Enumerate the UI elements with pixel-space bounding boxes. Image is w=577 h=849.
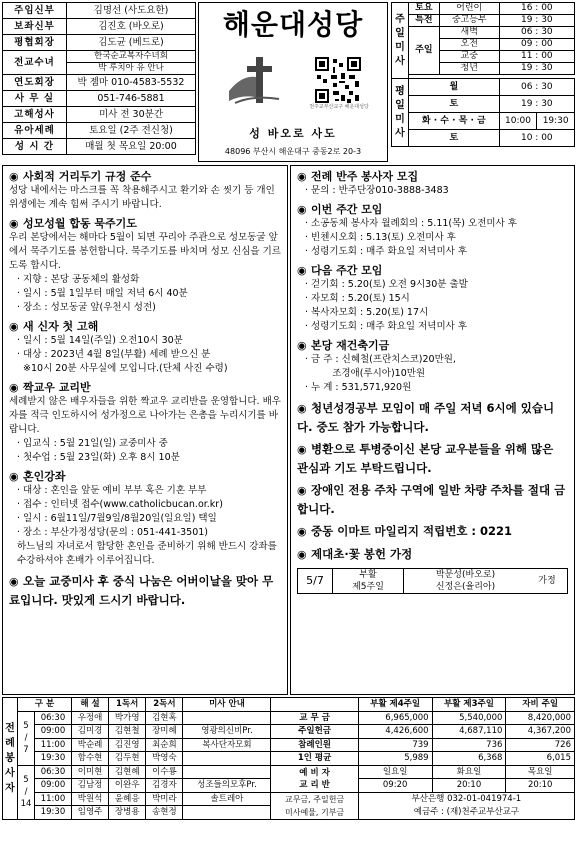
mass-name: 청년 xyxy=(439,63,499,75)
table-row xyxy=(3,792,575,806)
servers-finance-table xyxy=(2,697,575,820)
info-value: 김명선 (사도요한) xyxy=(67,3,196,19)
section-parking xyxy=(297,481,568,518)
section-body: 하느님의 자녀로서 합당한 혼인을 준비하기 위해 반드시 강좌를 수강하셔야 혼배가 이루어집니다. xyxy=(17,541,280,566)
server-name: 성조들의모후Pr. xyxy=(183,779,271,793)
sunday-mass-label xyxy=(392,3,409,79)
server-name: 김미경 xyxy=(71,725,108,739)
info-label: 보좌신부 xyxy=(3,19,67,35)
server-name xyxy=(183,806,271,820)
bank-account: 부산은행 032-01-041974-1 xyxy=(411,793,522,804)
vertical-label: 평 일 미 사 xyxy=(395,85,405,139)
church-title: 해운대성당 xyxy=(222,8,364,41)
mass-time: 09 : 00 xyxy=(499,39,574,51)
bullet-icon: ◉ xyxy=(297,170,307,183)
list-item: · 장소 : 부산가정성당(문의 : 051-441-3501) xyxy=(17,527,209,538)
server-name: 박미라 xyxy=(146,792,183,806)
server-name: 박가영 xyxy=(109,711,146,725)
bank-label-cell xyxy=(271,792,358,819)
list-item: 조경애(루시아)10만원 xyxy=(305,368,426,379)
section-flower-offering xyxy=(297,545,568,594)
bullet-icon: ◉ xyxy=(9,217,19,230)
section-rebuild-fund xyxy=(297,338,568,395)
list-item: · 일시 : 5월 1일부터 매일 저녁 6시 40분 xyxy=(17,288,188,299)
finance-value: 6,015 xyxy=(506,752,575,766)
vertical-label xyxy=(3,698,18,820)
server-name: 윤혜응 xyxy=(109,792,146,806)
info-value: 김진호 (바오로) xyxy=(67,19,196,35)
server-name: 김경자 xyxy=(146,779,183,793)
server-name: 장병용 xyxy=(109,806,146,820)
finance-value: 739 xyxy=(358,738,432,752)
list-item: · 걷기회 : 5.20(토) 오전 9시30분 출발 xyxy=(305,279,468,290)
mass-name: 특전 xyxy=(409,15,440,27)
section-body: 우리 본당에서는 해마다 5월이 되면 꾸리아 주관으로 성모동굴 앞에서 묵주기도를 봉헌합니다. 묵주기도를 바치며 성모 신심을 기르도록 합시다. xyxy=(9,232,281,271)
server-name: 영광의신비Pr. xyxy=(183,725,271,739)
info-value: 김도균 (베드로) xyxy=(67,35,196,51)
server-name: 박영숙 xyxy=(146,752,183,766)
server-name xyxy=(183,711,271,725)
list-item: · 누 계 : 531,571,920원 xyxy=(305,382,412,393)
sunday-label-text: 주일 xyxy=(415,45,433,55)
finance-value: 736 xyxy=(432,738,506,752)
bullet-icon: ◉ xyxy=(297,402,307,415)
section-title: 이번 주간 모임 xyxy=(311,203,383,216)
server-name xyxy=(183,752,271,766)
weekday-header: 일요일 xyxy=(358,765,432,779)
mass-time: 19 : 30 xyxy=(499,15,574,27)
bullet-icon: ◉ xyxy=(9,170,19,183)
section-emart xyxy=(297,522,568,541)
list-item: · 첫수업 : 5월 23일(화) 오후 8시 10분 xyxy=(17,452,180,463)
server-name: 김현혹 xyxy=(146,711,183,725)
sunday-label xyxy=(409,27,440,75)
mass-time: 19 : 30 xyxy=(499,63,574,75)
info-value xyxy=(67,51,196,75)
server-name: 김현혜 xyxy=(109,765,146,779)
info-value: 051-746-5881 xyxy=(67,91,196,107)
section-title: 본당 재건축기금 xyxy=(311,339,390,352)
mass-time: 11:00 xyxy=(35,738,72,752)
finance-value: 6,965,000 xyxy=(358,711,432,725)
servers-header: 미사 안내 xyxy=(183,698,271,712)
section-first-confession xyxy=(9,319,281,376)
finance-header: 부활 제4주일 xyxy=(358,698,432,712)
section-title: 혼인강좌 xyxy=(23,470,66,483)
mass-time: 06 : 30 xyxy=(499,79,574,96)
section-rosary xyxy=(9,216,281,315)
section-text: 장애인 전용 주차 구역에 일반 차량 주차를 절대 금합니다. xyxy=(297,483,566,516)
info-label: 성 시 간 xyxy=(3,139,67,155)
week-date: 5 / 14 xyxy=(18,765,35,819)
mass-time: 19:30 xyxy=(537,113,575,130)
mass-time: 19 : 30 xyxy=(499,96,574,113)
bullet-icon: ◉ xyxy=(9,575,19,588)
list-item: · 접수 : 인터넷 접수(www.catholicbucan.or.kr) xyxy=(17,499,223,510)
section-text: 청년성경공부 모임이 매 주일 저녁 6시에 있습니다. 중도 참가 가능합니다. xyxy=(297,401,555,434)
section-title: 새 신자 첫 고해 xyxy=(23,320,99,333)
list-item: · 일시 : 5월 14일(주일) 오전10시 30분 xyxy=(17,335,183,346)
church-header xyxy=(198,2,388,162)
bullet-icon: ◉ xyxy=(9,381,19,394)
finance-header: 부활 제3주일 xyxy=(432,698,506,712)
bank-info-cell xyxy=(358,792,574,819)
list-item: · 입교식 : 5월 21일(일) 교중미사 중 xyxy=(17,438,168,449)
bullet-icon: ◉ xyxy=(297,264,307,277)
right-announcements xyxy=(290,165,575,695)
list-item: · 대상 : 혼인을 앞둔 예비 부부 혹은 기혼 부부 xyxy=(17,485,207,496)
list-item: · 지향 : 본당 공동체의 활성화 xyxy=(17,274,140,285)
server-name: 솔트레아 xyxy=(183,792,271,806)
info-value-line: 한국순교복자수녀회 xyxy=(94,51,168,61)
weekday-header: 목요일 xyxy=(506,765,575,779)
server-name: 송현정 xyxy=(146,806,183,820)
mass-name: 오전 xyxy=(439,39,499,51)
table-row xyxy=(3,765,575,779)
weekday-mass-label xyxy=(392,79,409,147)
table-row xyxy=(3,711,575,725)
finance-value: 726 xyxy=(506,738,575,752)
mass-name: 어린이 xyxy=(439,3,499,15)
weekday-name: 토 xyxy=(409,96,500,113)
section-text: 오늘 교중미사 후 중식 나눔은 어버이날을 맞아 무료입니다. 맛있게 드시기 바랍니다. xyxy=(9,574,274,607)
section-text: 병환으로 투병중이신 본당 교우분들을 위해 많은 관심과 기도 부탁드립니다. xyxy=(297,442,554,475)
info-row xyxy=(3,123,196,139)
bulletin-page xyxy=(2,2,575,845)
finance-value: 5,989 xyxy=(358,752,432,766)
catechism-time: 20:10 xyxy=(506,779,575,793)
vertical-char: 봉 xyxy=(5,752,15,764)
server-name: 최순희 xyxy=(146,738,183,752)
list-item: · 일시 : 6월11일/7월9일/8월20일(일요일) 택일 xyxy=(17,513,217,524)
list-item: · 장소 : 성모동굴 앞(우천시 성전) xyxy=(17,302,156,313)
qr-code-icon xyxy=(315,57,361,103)
section-sick-prayer xyxy=(297,440,568,477)
info-row xyxy=(3,75,196,91)
section-youth-bible xyxy=(297,399,568,436)
vertical-char: 자 xyxy=(5,782,15,794)
info-label: 사 무 실 xyxy=(3,91,67,107)
server-name: 장미혜 xyxy=(146,725,183,739)
finance-label: 주일헌금 xyxy=(271,725,358,739)
mass-time: 06:30 xyxy=(35,765,72,779)
list-item: ※10시 20분 사무실에 모입니다.(단체 사진 수령) xyxy=(17,363,228,374)
bullet-icon: ◉ xyxy=(297,339,307,352)
finance-header xyxy=(271,698,358,712)
list-item: · 자모회 : 5.20(토) 15시 xyxy=(305,293,410,304)
servers-header: 1독서 xyxy=(109,698,146,712)
server-name: 김현철 xyxy=(109,725,146,739)
server-name: 이수룡 xyxy=(146,765,183,779)
bullet-icon: ◉ xyxy=(297,525,307,538)
church-logo-icon xyxy=(223,51,283,111)
bullet-icon: ◉ xyxy=(297,484,307,497)
catechism-time: 20:10 xyxy=(432,779,506,793)
info-row xyxy=(3,3,196,19)
bullet-icon: ◉ xyxy=(297,203,307,216)
vertical-char: 전 xyxy=(5,722,15,734)
section-this-week xyxy=(297,202,568,259)
server-name: 김두현 xyxy=(109,752,146,766)
section-title: 전례 반주 봉사자 모집 xyxy=(311,170,419,183)
finance-value: 8,420,000 xyxy=(506,711,575,725)
info-label: 주임신부 xyxy=(3,3,67,19)
weekday-name: 토 xyxy=(409,130,500,147)
catechism-time: 09:20 xyxy=(358,779,432,793)
mass-time: 11 : 00 xyxy=(499,51,574,63)
table-row xyxy=(3,752,575,766)
finance-label: 교 무 금 xyxy=(271,711,358,725)
info-row xyxy=(3,35,196,51)
mass-times-table xyxy=(391,2,575,147)
server-name: 함수현 xyxy=(71,752,108,766)
mass-time: 19:30 xyxy=(35,752,72,766)
section-title: 짝교우 교리반 xyxy=(23,381,91,394)
info-row xyxy=(3,107,196,123)
list-item: · 성령기도회 : 매주 화요일 저녁미사 후 xyxy=(305,321,467,332)
section-title: 사회적 거리두기 규정 준수 xyxy=(23,170,152,183)
left-announcements xyxy=(2,165,288,695)
mass-name: 새벽 xyxy=(439,27,499,39)
server-name: 박원석 xyxy=(71,792,108,806)
info-value: 매월 첫 목요일 20:00 xyxy=(67,139,196,155)
mass-time: 19:30 xyxy=(35,806,72,820)
vertical-label: 주 일 미 사 xyxy=(395,13,405,67)
finance-value: 4,426,600 xyxy=(358,725,432,739)
server-name: 김남정 xyxy=(71,779,108,793)
bank-holder: 예금주 : (재)천주교부산교구 xyxy=(413,806,519,817)
mass-time: 09:00 xyxy=(35,725,72,739)
bank-label: 교무금, 주일헌금 xyxy=(284,794,345,804)
weekday-header: 화요일 xyxy=(432,765,506,779)
bullet-icon: ◉ xyxy=(9,320,19,333)
server-name: 박순례 xyxy=(71,738,108,752)
section-next-week xyxy=(297,263,568,334)
vertical-char: 사 xyxy=(5,767,15,779)
logo-caption: 천주교부산교구 해운대성당 xyxy=(309,104,369,110)
week-date: 5 / 7 xyxy=(18,711,35,765)
finance-label: 1인 평균 xyxy=(271,752,358,766)
server-name xyxy=(183,765,271,779)
info-label: 전교수녀 xyxy=(3,51,67,75)
finance-value: 4,687,110 xyxy=(432,725,506,739)
weekday-name: 화 · 수 · 목 · 금 xyxy=(409,113,500,130)
mass-time: 11:00 xyxy=(35,792,72,806)
section-title: 성모성월 합동 묵주기도 xyxy=(23,217,137,230)
patron-saint: 성 바오로 사도 xyxy=(249,127,337,140)
server-name: 이완우 xyxy=(109,779,146,793)
offering-occasion: 부활 제5주일 xyxy=(333,569,404,594)
offering-suffix: 가정 xyxy=(527,569,568,594)
info-row xyxy=(3,19,196,35)
section-accompanist xyxy=(297,169,568,198)
servers-header: 구 분 xyxy=(18,698,72,712)
list-item: · 소공동체 봉사자 월례회의 : 5.11(목) 오전미사 후 xyxy=(305,218,517,229)
bullet-icon: ◉ xyxy=(9,470,19,483)
info-row xyxy=(3,139,196,155)
info-label: 연도회장 xyxy=(3,75,67,91)
servers-header: 2독서 xyxy=(146,698,183,712)
church-address: 48096 부산시 해운대구 중동2로 20-3 xyxy=(224,147,362,156)
mass-name: 교중 xyxy=(439,51,499,63)
list-item: · 성령기도회 : 매주 화요일 저녁미사 후 xyxy=(305,246,467,257)
bullet-icon: ◉ xyxy=(297,548,307,561)
bullet-icon: ◉ xyxy=(297,443,307,456)
info-label: 고해성사 xyxy=(3,107,67,123)
finance-header: 자비 주일 xyxy=(506,698,575,712)
info-label: 유아세례 xyxy=(3,123,67,139)
list-item: · 빈첸시오회 : 5.13(토) 오전미사 후 xyxy=(305,232,456,243)
finance-value: 4,367,200 xyxy=(506,725,575,739)
info-value: 미사 전 30분간 xyxy=(67,107,196,123)
mass-time: 09:00 xyxy=(35,779,72,793)
bank-label: 미사예물, 기부금 xyxy=(284,807,345,817)
info-value-line: 박 루치아 유 안나 xyxy=(67,62,195,74)
servers-header: 해 설 xyxy=(71,698,108,712)
list-item: · 대상 : 2023년 4월 8일(부활) 세례 받으신 분 xyxy=(17,349,211,360)
finance-label: 참례인원 xyxy=(271,738,358,752)
info-label: 평협회장 xyxy=(3,35,67,51)
list-item: · 복사자모회 : 5.20(토) 17시 xyxy=(305,307,429,318)
section-spouse-class xyxy=(9,380,281,465)
info-value: 토요일 (2주 전신청) xyxy=(67,123,196,139)
weekday-name: 월 xyxy=(409,79,500,96)
mass-time: 10 : 00 xyxy=(499,130,574,147)
info-value: 박 젬마 010-4583-5532 xyxy=(67,75,196,91)
finance-value: 5,540,000 xyxy=(432,711,506,725)
section-lunch xyxy=(9,572,281,609)
server-name: 이미현 xyxy=(71,765,108,779)
list-item: · 금 주 : 신혜철(프란치스코)20만원, xyxy=(305,354,456,365)
mass-time: 06 : 30 xyxy=(499,27,574,39)
section-body: 세례받지 않은 배우자들을 위한 짝교우 교리반을 운영합니다. 배우자를 적극 인도하시어 성가정으로 나아가는 은총을 누리시기를 바랍니다. xyxy=(9,396,281,435)
catechumen-label: 예 비 자 교 리 반 xyxy=(271,765,358,792)
info-row xyxy=(3,51,196,75)
section-text: 제대초·꽃 봉헌 가정 xyxy=(311,547,413,561)
saturday-label: 토요 xyxy=(409,3,440,15)
section-marriage-course xyxy=(9,469,281,568)
finance-value: 6,368 xyxy=(432,752,506,766)
table-row xyxy=(3,738,575,752)
section-body: 성당 내에서는 마스크를 꼭 착용해주시고 환기와 손 씻기 등 개인위생에는 계속 힘써 주시기 바랍니다. xyxy=(9,185,275,210)
mass-sublabel: 중고등부 xyxy=(439,15,499,27)
server-name: 임영주 xyxy=(71,806,108,820)
section-title: 다음 주간 모임 xyxy=(311,264,383,277)
server-name: 복사단자모회 xyxy=(183,738,271,752)
section-text: 중동 이마트 마일리지 적립번호 : 0221 xyxy=(311,524,513,538)
server-name: 김진영 xyxy=(109,738,146,752)
flower-offering-table xyxy=(297,568,568,594)
mass-time: 16 : 00 xyxy=(499,3,574,15)
info-row xyxy=(3,91,196,107)
clergy-info-table xyxy=(2,2,196,155)
offering-date: 5/7 xyxy=(298,569,333,594)
server-name: 우정애 xyxy=(71,711,108,725)
table-row xyxy=(3,725,575,739)
list-item: · 문의 : 반주단장010-3888-3483 xyxy=(305,185,449,196)
section-distancing xyxy=(9,169,281,212)
offering-names: 박문성(바오로) 신정은(율리아) xyxy=(404,569,528,594)
mass-time: 06:30 xyxy=(35,711,72,725)
mass-time: 10:00 xyxy=(499,113,537,130)
vertical-char: 례 xyxy=(5,737,15,749)
